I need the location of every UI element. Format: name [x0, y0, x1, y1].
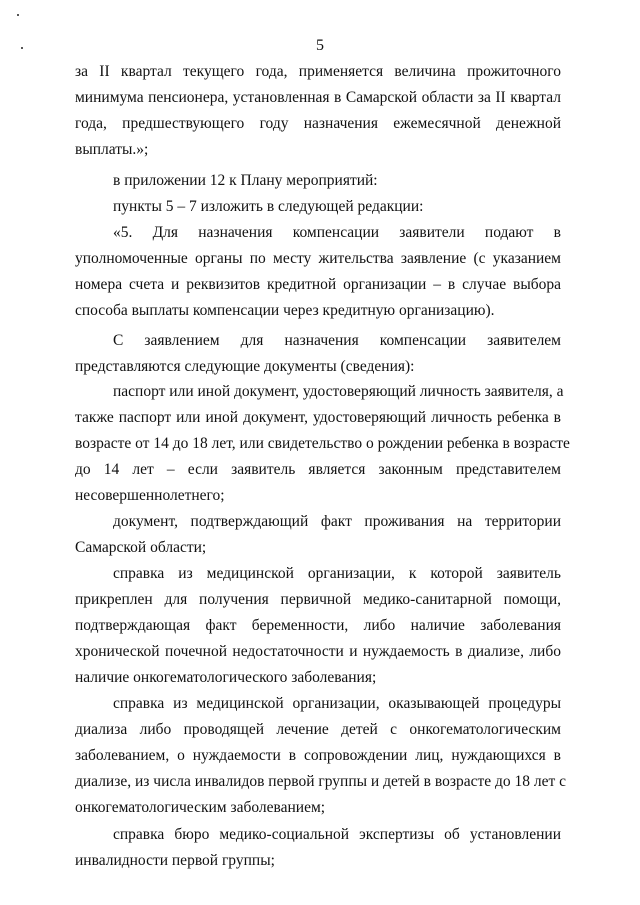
- text-line: инвалидности первой группы;: [75, 852, 275, 869]
- text-line: возрасте от 14 до 18 лет, или свидетельство о рождении ребенка в возрасте: [75, 435, 570, 452]
- text-line: хронической почечной недостаточности и нуждаемость в диализе, либо: [75, 643, 561, 660]
- text-line: несовершеннолетнего;: [75, 487, 225, 504]
- text-line: диализа либо проводящей лечение детей с онкогематологическим: [75, 721, 561, 738]
- text-line: паспорт или иной документ, удостоверяющий личность заявителя, а: [113, 383, 564, 400]
- text-line: «5. Для назначения компенсации заявители подают в: [113, 224, 561, 241]
- text-line: прикреплен для получения первичной медико-санитарной помощи,: [75, 591, 561, 608]
- page-number: 5: [316, 37, 324, 54]
- text-line: также паспорт или иной документ, удостоверяющий личность ребенка в: [75, 409, 561, 426]
- text-line: С заявлением для назначения компенсации заявителем: [113, 332, 561, 349]
- scan-speck: [17, 14, 19, 16]
- text-line: номера счета и реквизитов кредитной организации – в случае выбора: [75, 276, 561, 293]
- text-line: за II квартал текущего года, применяется величина прожиточного: [75, 63, 561, 80]
- text-line: подтверждающая факт беременности, либо наличие заболевания: [75, 617, 561, 634]
- text-line: документ, подтверждающий факт проживания на территории: [113, 513, 561, 530]
- text-line: способа выплаты компенсации через кредитную организацию).: [75, 302, 495, 319]
- text-line: Самарской области;: [75, 539, 207, 556]
- text-line: онкогематологическим заболеванием;: [75, 799, 326, 816]
- text-line: в приложении 12 к Плану мероприятий:: [113, 172, 378, 189]
- text-line: диализе, из числа инвалидов первой группы и детей в возрасте до 18 лет с: [75, 773, 567, 790]
- text-line: наличие онкогематологического заболевания;: [75, 669, 377, 686]
- text-line: уполномоченные органы по месту жительства заявление (с указанием: [75, 250, 561, 267]
- text-line: справка из медицинской организации, к которой заявитель: [113, 565, 561, 582]
- text-line: до 14 лет – если заявитель является законным представителем: [75, 461, 561, 478]
- text-line: пункты 5 – 7 изложить в следующей редакции:: [113, 198, 424, 215]
- text-line: справка из медицинской организации, оказывающей процедуры: [113, 695, 561, 712]
- text-line: представляются следующие документы (сведения):: [75, 358, 415, 375]
- text-line: года, предшествующего году назначения ежемесячной денежной: [75, 115, 561, 132]
- text-line: заболеванием, о нуждаемости в сопровождении лиц, нуждающихся в: [75, 747, 561, 764]
- text-line: выплаты.»;: [75, 141, 149, 158]
- text-line: минимума пенсионера, установленная в Самарской области за II квартал: [75, 89, 561, 106]
- text-line: справка бюро медико-социальной экспертизы об установлении: [113, 826, 561, 843]
